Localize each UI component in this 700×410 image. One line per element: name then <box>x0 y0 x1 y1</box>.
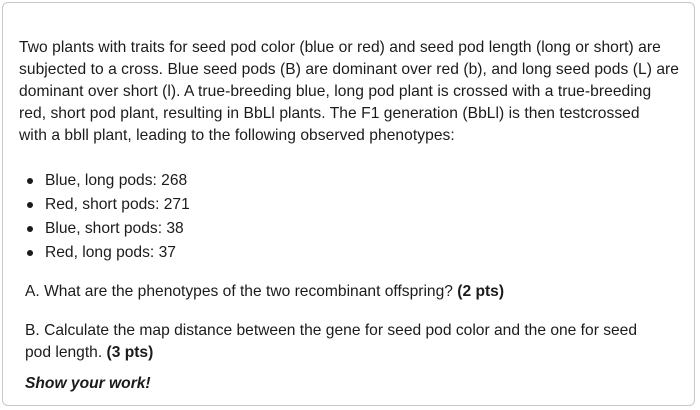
phenotype-text: Blue, long pods: 268 <box>45 172 188 189</box>
question-b-text-line1: B. Calculate the map distance between the gene for seed pod color and the one for seed <box>25 322 638 339</box>
phenotype-text: Red, long pods: 37 <box>45 244 176 261</box>
phenotype-item <box>27 169 190 193</box>
show-work-note: Show your work! <box>25 375 151 392</box>
question-b-line2 <box>25 342 637 364</box>
phenotype-item <box>27 217 190 241</box>
question-content <box>19 37 683 392</box>
problem-line: subjected to a cross. Blue seed pods (B) are dominant over red (b), and long seed pods (L) are <box>19 61 680 78</box>
phenotype-text: Red, short pods: 271 <box>45 196 190 213</box>
problem-line: dominant over short (l). A true-breeding blue, long pod plant is crossed with a true-breeding <box>19 83 652 100</box>
phenotype-text: Blue, short pods: 38 <box>45 220 184 237</box>
bullet-icon <box>27 202 33 208</box>
bullet-icon <box>27 178 33 184</box>
question-card <box>2 2 695 406</box>
problem-statement <box>19 37 683 147</box>
bullet-icon <box>27 250 33 256</box>
question-b-points: (3 pts) <box>106 344 154 361</box>
phenotype-item <box>27 241 190 265</box>
problem-line: Two plants with traits for seed pod color (blue or red) and seed pod length (long or short) are <box>19 39 661 56</box>
question-a-text: A. What are the phenotypes of the two recombinant offspring? <box>25 283 458 300</box>
phenotype-item <box>27 193 190 217</box>
question-a <box>25 281 504 303</box>
question-a-points: (2 pts) <box>457 283 505 300</box>
bullet-icon <box>27 226 33 232</box>
phenotype-list <box>27 169 190 265</box>
question-b <box>25 320 637 364</box>
problem-line: red, short pod plant, resulting in BbLl plants. The F1 generation (BbLl) is then testcrossed <box>19 105 640 122</box>
question-b-text-line2: pod length. <box>25 344 107 361</box>
problem-line: with a bbll plant, leading to the following observed phenotypes: <box>19 127 455 144</box>
